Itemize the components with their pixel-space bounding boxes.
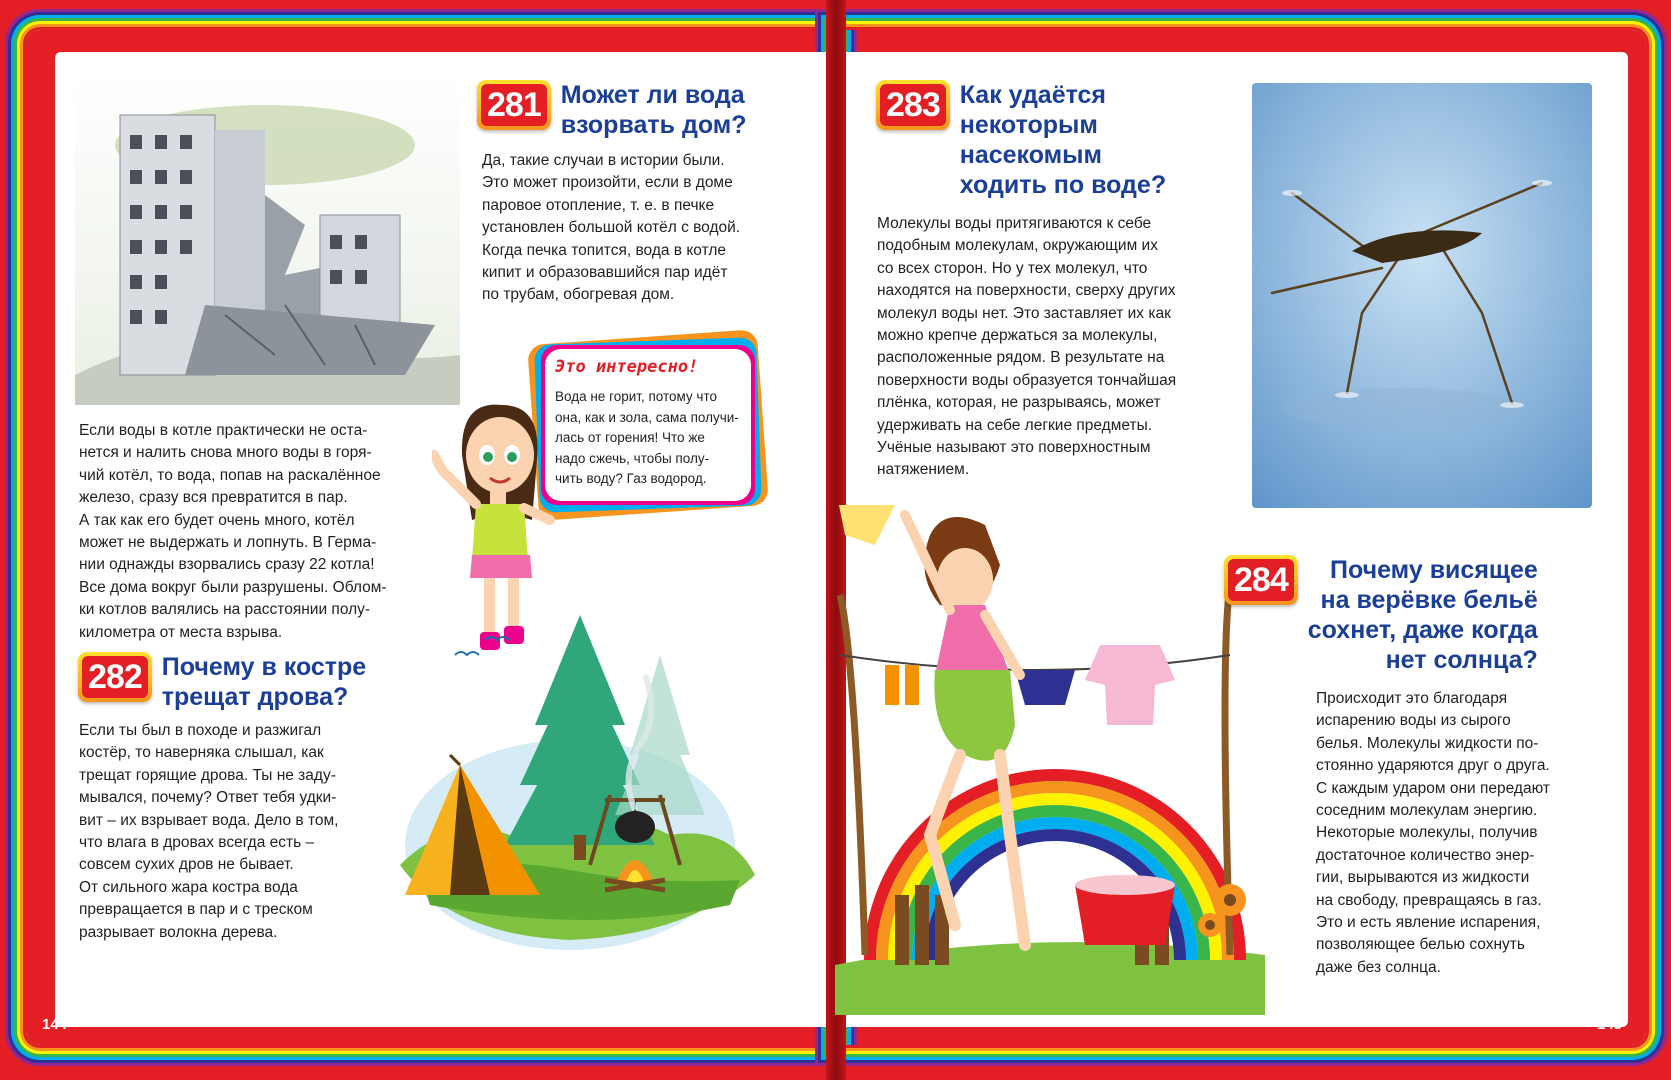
destroyed-building-illustration [75, 75, 460, 405]
question-281-title: Может ли вода взорвать дом? [560, 81, 747, 139]
woman-hanging-laundry-illustration [835, 505, 1265, 1015]
question-number: 282 [82, 656, 148, 698]
question-number-badge [1224, 555, 1298, 605]
question-283-answer: Молекулы воды притягиваются к себе подобным молекулам, окружающим их со всех сторон. Но у тех молекул, что находятся на поверхности, сверху других молекул воды нет. Это заставляет их как можно крепче держаться за молекулы, расположенные рядом. В результате на поверхности воды образуется тончайшая плёнка, которая, не разрываясь, может удерживать на себе легкие предметы. Учёные называют это поверхностным натяжением. [877, 215, 1177, 479]
question-number-badge [876, 80, 950, 130]
question-282-answer: Если ты был в походе и разжигал костёр, то наверняка слышал, как трещат горящие дрова. Ты не заду- мывался, почему? Ответ тебя удки- вит – их взрывает вода. Дело в том, что влага в дровах всегда есть – совсем сухих дров не бывает. От сильного жара костра вода превращается в пар и с треском разрывает волокна дерева. [79, 722, 339, 941]
question-284-heading [1224, 555, 1538, 675]
page-number-left: 144 [42, 1016, 68, 1033]
question-284-title: Почему висящее на верёвке бельё сохнет, даже когда нет солнца? [1307, 556, 1538, 674]
question-number-badge [477, 80, 551, 130]
question-282-title: Почему в костре трещат дрова? [161, 653, 367, 711]
question-number-badge [78, 652, 152, 702]
question-283-title: Как удаётся некоторым насекомым ходить по воде? [959, 81, 1167, 199]
question-number: 284 [1228, 559, 1294, 601]
question-283-heading [876, 80, 1166, 200]
question-282-heading [78, 652, 366, 712]
question-number: 283 [880, 84, 946, 126]
camping-tent-fire-illustration [390, 595, 760, 955]
callout-text: Вода не горит, потому что она, как и зола, сама получи- лась от горения! Что же надо сжечь, чтобы полу- чить воду? Газ водород. [555, 389, 739, 486]
question-281-heading [477, 80, 747, 140]
question-number: 281 [481, 84, 547, 126]
callout-title: Это интересно! [555, 357, 699, 377]
question-281-answer: Да, такие случаи в истории были. Это может произойти, если в доме паровое отопление, т. е. в печке установлен большой котёл с водой. Когда печка топится, вода в котле кипит и образовавшийся пар идёт по трубам, обогревая дом. [482, 152, 741, 304]
fun-fact-callout [533, 337, 763, 513]
water-strider-photo [1252, 83, 1592, 508]
question-284-answer: Происходит это благодаря испарению воды из сырого белья. Молекулы жидкости по- стоянно ударяются друг о друга. С каждым ударом они передают соседним молекулам энергию. Некоторые молекулы, получив достаточное количество энер- гии, вырываются из жидкости на свободу, превращаясь в газ. Это и есть явление испарения, позволяющее белью сохнуть даже без солнца. [1316, 690, 1550, 976]
question-281-continuation: Если воды в котле практически не оста- нется и налить снова много воды в горя- чий котёл, то вода, попав на раскалённое железо, сразу вся превратится в пар. А так как его будет очень много, котёл может не выдержать и лопнуть. В Герма- нии однажды взорвались сразу 22 котла! Все дома вокруг были разрушены. Облом- ки котлов валялись на расстоянии полу- километра от места взрыва. [79, 422, 387, 641]
page-number-right: 145 [1597, 1016, 1623, 1033]
